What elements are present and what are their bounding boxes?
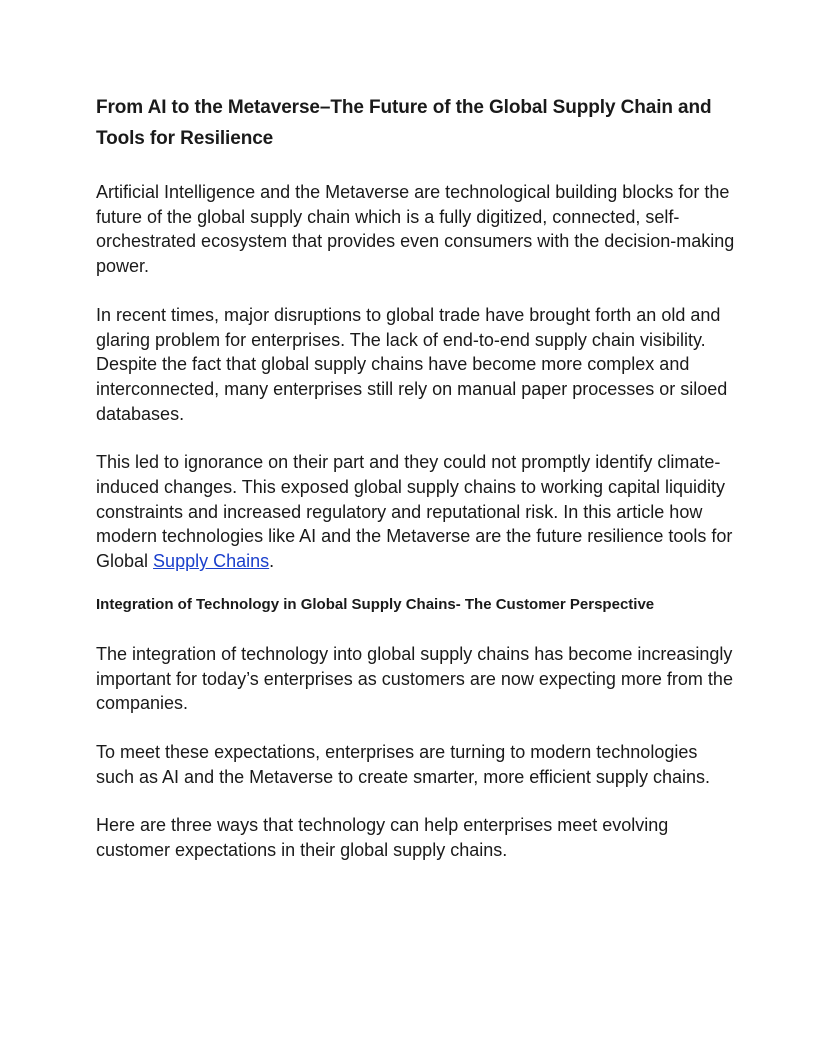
- paragraph-ignorance-end: .: [269, 551, 275, 572]
- supply-chains-link[interactable]: Supply Chains: [153, 551, 270, 572]
- paragraph-expectations: To meet these expectations, enterprises are turning to modern technologies such as AI and the Metaverse to create smarter, more efficient supply chains.: [96, 741, 710, 787]
- document-page: [96, 92, 736, 887]
- paragraph-integration: The integration of technology into global supply chains has become increasingly important for today’s enterprises as customers are now expecting more from the companies.: [96, 643, 733, 714]
- article-title: From AI to the Metaverse–The Future of the Global Supply Chain and Tools for Resilience: [96, 97, 712, 149]
- paragraph-ignorance-text: This led to ignorance on their part and they could not promptly identify climate-induced changes. This exposed global supply chains to working capital liquidity constraints and increased regulatory and reputational risk. In this article how modern technologies like AI and the Metaverse are the future resilience tools for Global: [96, 452, 733, 572]
- section-subheading: Integration of Technology in Global Supply Chains- The Customer Perspective: [96, 595, 655, 613]
- paragraph-disruptions: In recent times, major disruptions to global trade have brought forth an old and glaring problem for enterprises. The lack of end-to-end supply chain visibility. Despite the fact that global supply chains have become more complex and interconnected, many enterprises still rely on manual paper processes or siloed databases.: [96, 304, 728, 424]
- paragraph-three-ways: Here are three ways that technology can help enterprises meet evolving customer expectations in their global supply chains.: [96, 815, 669, 861]
- paragraph-intro: Artificial Intelligence and the Metaverse are technological building blocks for the future of the global supply chain which is a fully digitized, connected, self-orchestrated ecosystem that provides even consumers with the decision-making power.: [96, 182, 735, 277]
- paragraph-ignorance: [96, 450, 736, 574]
